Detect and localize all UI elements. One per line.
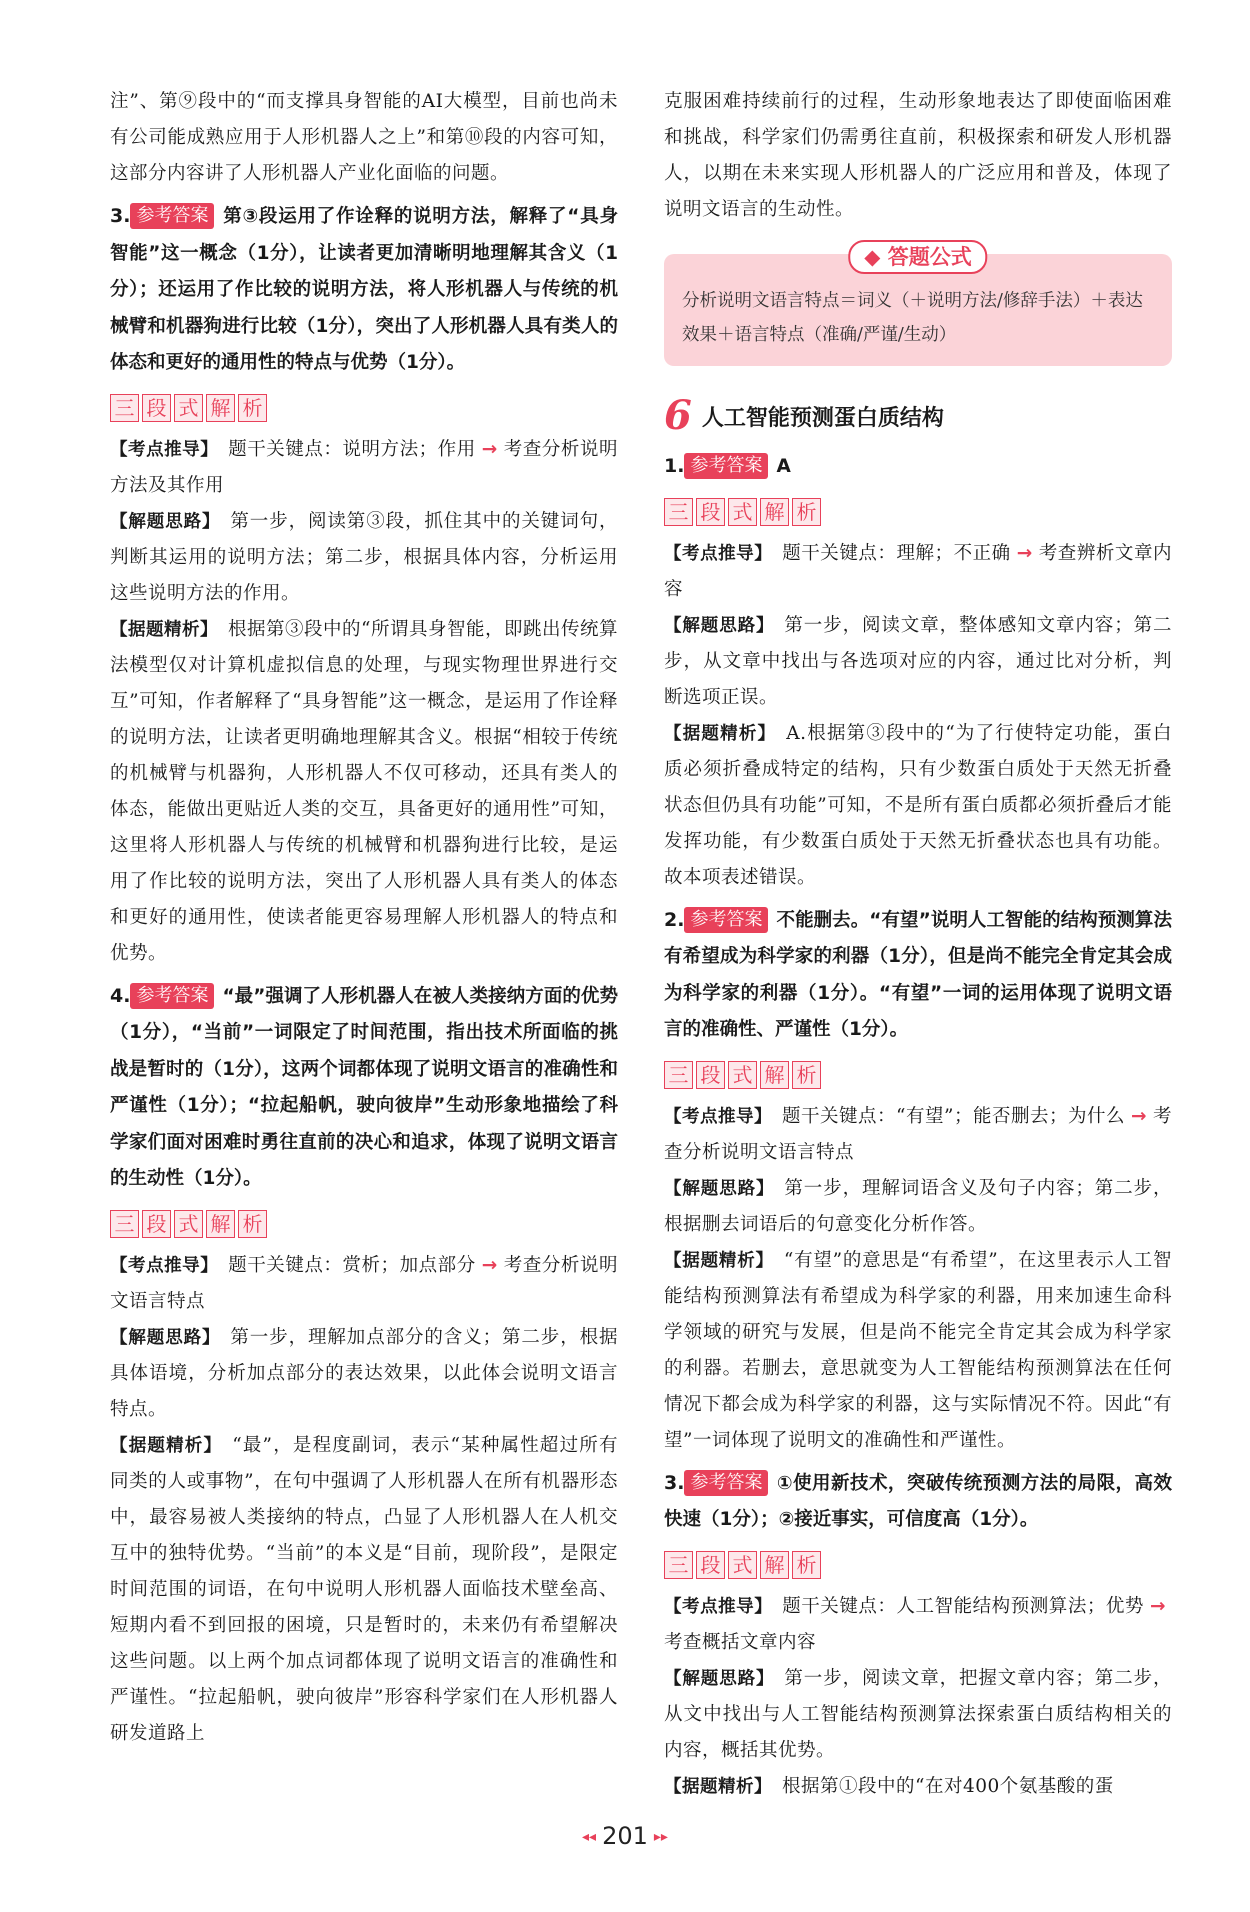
question-number: 1. [664, 455, 685, 477]
answer-2 [664, 902, 1172, 1049]
arrow-right-icon: → [1149, 1595, 1166, 1617]
formula-title: ◆ 答题公式 [848, 240, 987, 274]
jingxi-paragraph: 【据题精析】 “有望”的意思是“有希望”，在这里表示人工智能结构预测算法有希望成为科学家的利器，用来加速生命科学领域的研究与发展，但是尚不能完全肯定其会成为科学家的利器。若删去，意思就变为人工智能结构预测算法在任何情况下都会成为科学家的利器，这与实际情况不符。因此“有望”一词体现了说明文的准确性和严谨性。 [664, 1249, 1172, 1451]
sanduan-badge: 三 段 式 解 析 [664, 1061, 1172, 1089]
right-column [664, 84, 1172, 1805]
jieti-paragraph: 【解题思路】 第一步，理解词语含义及句子内容；第二步，根据删去词语后的句意变化分析作答。 [664, 1177, 1172, 1235]
kaodian-paragraph: 【考点推导】 题干关键点：理解；不正确 → 考查辨析文章内容 [664, 542, 1172, 600]
jingxi-paragraph: 【据题精析】 根据第③段中的“所谓具身智能，即跳出传统算法模型仅对计算机虚拟信息的处理，与现实物理世界进行交互”可知，作者解释了“具身智能”这一概念，是运用了作诠释的说明方法，让读者更明确地理解其含义。根据“相较于传统的机械臂与机器狗，人形机器人不仅可移动，还具有类人的体态，能做出更贴近人类的交互，具备更好的通用性”可知，这里将人形机器人与传统的机械臂和机器狗进行比较，是运用了作比较的说明方法，突出了人形机器人具有类人的体态和更好的通用性，使读者能更容易理解人形机器人的特点和优势。 [110, 618, 618, 964]
sanduan-badge: 三 段 式 解 析 [664, 1551, 1172, 1579]
answer-tag: 参考答案 [684, 907, 768, 933]
section-number: 6 [664, 392, 692, 439]
section-heading [664, 394, 1172, 438]
question-number: 4. [110, 984, 131, 1007]
sanduan-badge: 三 段 式 解 析 [110, 1210, 618, 1238]
answer-text: “最”强调了人形机器人在被人类接纳方面的优势（1分），“当前”一词限定了时间范围，指出技术所面临的挑战是暂时的（1分），这两个词都体现了说明文语言的准确性和严谨性（1分）；“拉起船帆，驶向彼岸”生动形象地描绘了科学家们面对困难时勇往直前的决心和追求，体现了说明文语言的生动性（1分）。 [110, 985, 618, 1189]
answer-4 [110, 978, 618, 1198]
formula-text: 分析说明文语言特点＝词义（＋说明方法/修辞手法）＋表达效果＋语言特点（准确/严谨/生动） [682, 291, 1143, 345]
double-chevron-left-icon: ◂◂ [582, 1829, 597, 1845]
arrow-right-icon: → [1130, 1105, 1147, 1127]
answer-tag: 参考答案 [684, 453, 768, 479]
arrow-right-icon: → [1016, 542, 1033, 564]
question-number: 3. [664, 1471, 685, 1494]
continuation-text: 注”、第⑨段中的“而支撑具身智能的AI大模型，目前也尚未有公司能成熟应用于人形机器人之上”和第⑩段的内容可知，这部分内容讲了人形机器人产业化面临的问题。 [110, 91, 618, 184]
jieti-paragraph: 【解题思路】 第一步，阅读第③段，抓住其中的关键词句，判断其运用的说明方法；第二步，根据具体内容，分析运用这些说明方法的作用。 [110, 510, 618, 604]
jieti-paragraph: 【解题思路】 第一步，理解加点部分的含义；第二步，根据具体语境，分析加点部分的表达效果，以此体会说明文语言特点。 [110, 1326, 618, 1420]
answer-tag: 参考答案 [684, 1470, 768, 1496]
jingxi-paragraph: 【据题精析】 A.根据第③段中的“为了行使特定功能，蛋白质必须折叠成特定的结构，只有少数蛋白质处于天然无折叠状态但仍具有功能”可知，不是所有蛋白质都必须折叠后才能发挥功能，有少数蛋白质处于天然无折叠状态也具有功能。故本项表述错误。 [664, 722, 1173, 888]
page-number: ◂◂ 201 ▸▸ [582, 1822, 668, 1850]
sanduan-badge: 三 段 式 解 析 [664, 498, 1172, 526]
answer-formula-box [664, 245, 1172, 366]
double-chevron-right-icon: ▸▸ [653, 1829, 668, 1845]
arrow-right-icon: → [481, 438, 498, 460]
answer-tag: 参考答案 [130, 203, 214, 229]
jingxi-paragraph: 【据题精析】 “最”，是程度副词，表示“某种属性超过所有同类的人或事物”，在句中强调了人形机器人在所有机器形态中，最容易被人类接纳的特点，凸显了人形机器人在人机交互中的独特优势。“当前”的本义是“目前，现阶段”，是限定时间范围的词语，在句中说明人形机器人面临技术壁垒高、短期内看不到回报的困境，只是暂时的，未来仍有希望解决这些问题。以上两个加点词都体现了说明文语言的准确性和严谨性。“拉起船帆，驶向彼岸”形容科学家们在人形机器人研发道路上 [110, 1434, 619, 1744]
question-number: 2. [664, 908, 685, 931]
jingxi-paragraph: 【据题精析】 根据第①段中的“在对400个氨基酸的蛋 [664, 1775, 1114, 1797]
kaodian-paragraph: 【考点推导】 题干关键点：人工智能结构预测算法；优势 →考查概括文章内容 [664, 1595, 1166, 1653]
continuation-text: 克服困难持续前行的过程，生动形象地表达了即使面临困难和挑战，科学家们仍需勇往直前，积极探索和研发人形机器人，以期在未来实现人形机器人的广泛应用和普及，体现了说明文语言的生动性。 [664, 91, 1172, 220]
jieti-paragraph: 【解题思路】 第一步，阅读文章，把握文章内容；第二步，从文中找出与人工智能结构预测算法探索蛋白质结构相关的内容，概括其优势。 [664, 1667, 1172, 1761]
kaodian-paragraph: 【考点推导】 题干关键点：赏析；加点部分 → 考查分析说明文语言特点 [110, 1254, 618, 1312]
answer-text: ①使用新技术，突破传统预测方法的局限，高效快速（1分）；②接近事实，可信度高（1分）。 [664, 1472, 1172, 1530]
answer-3 [664, 1465, 1172, 1539]
answer-3 [110, 198, 618, 382]
arrow-right-icon: → [481, 1254, 498, 1276]
answer-text: A [776, 456, 791, 477]
kaodian-paragraph: 【考点推导】 题干关键点：说明方法；作用 → 考查分析说明方法及其作用 [110, 438, 618, 496]
left-column [110, 84, 618, 1752]
kaodian-paragraph: 【考点推导】 题干关键点：“有望”；能否删去；为什么 → 考查分析说明文语言特点 [664, 1105, 1172, 1163]
answer-1 [664, 448, 1172, 486]
answer-text: 第③段运用了作诠释的说明方法，解释了“具身智能”这一概念（1分），让读者更加清晰明地理解其含义（1分）；还运用了作比较的说明方法，将人形机器人与传统的机械臂和机器狗进行比较（1分），突出了人形机器人具有类人的体态和更好的通用性的特点与优势（1分）。 [110, 206, 618, 373]
sanduan-badge: 三 段 式 解 析 [110, 394, 618, 422]
answer-tag: 参考答案 [130, 983, 214, 1009]
jieti-paragraph: 【解题思路】 第一步，阅读文章，整体感知文章内容；第二步，从文章中找出与各选项对应的内容，通过比对分析，判断选项正误。 [664, 614, 1172, 708]
answer-text: 不能删去。“有望”说明人工智能的结构预测算法有希望成为科学家的利器（1分），但是尚不能完全肯定其会成为科学家的利器（1分）。“有望”一词的运用体现了说明文语言的准确性、严谨性（1分）。 [664, 909, 1172, 1040]
question-number: 3. [110, 205, 131, 227]
section-title: 人工智能预测蛋白质结构 [701, 405, 944, 431]
